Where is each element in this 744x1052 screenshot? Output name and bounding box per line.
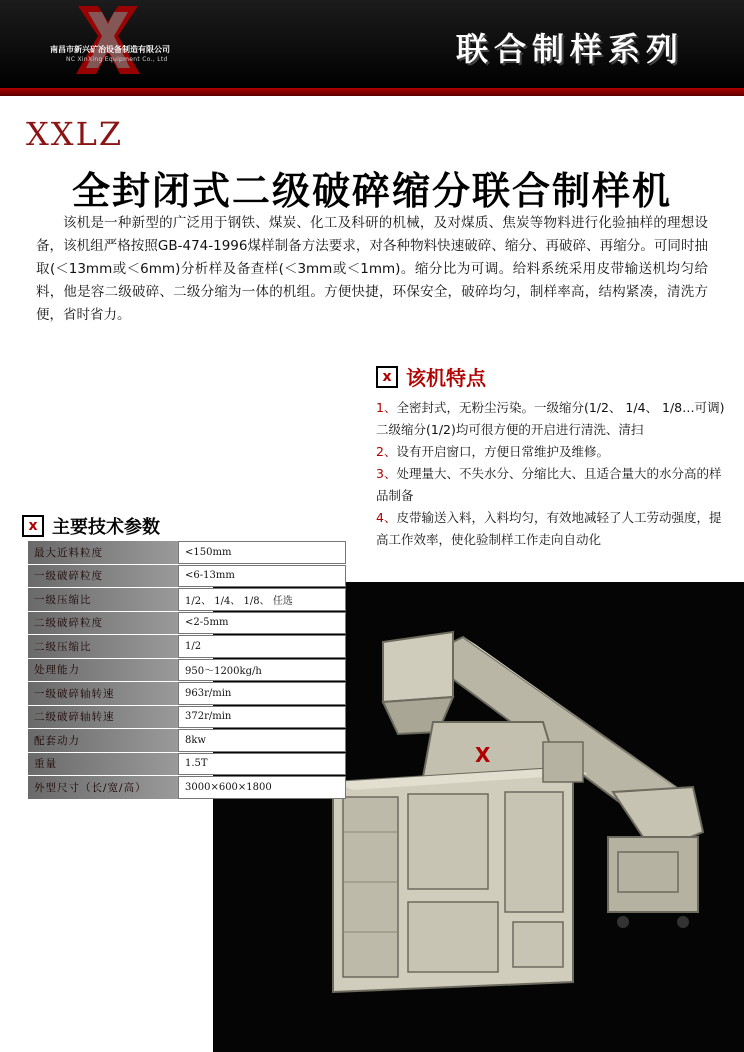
feature-number: 1、: [376, 400, 397, 415]
product-intro: 该机是一种新型的广泛用于钢铁、煤炭、化工及科研的机械，及对煤质、焦炭等物料进行化验抽样的理想设备，该机组严格按照GB-474-1996煤样制备方法要求，对各种物料快速破碎、缩分、再破碎、再缩分。可同时抽取(＜13mm或＜6mm)分析样及备查样(＜3mm或＜1mm)。缩分比为可调。给料系统采用皮带输送机均匀给料，他是容二级破碎、二级分缩为一体的机组。方便快捷，环保安全，破碎均匀，制样率高，结构紧凑，清洗方便，省时省力。: [36, 215, 708, 323]
spec-value: 3000×600×1800: [178, 776, 346, 799]
spec-value: 1/2、 1/4、 1/8、 任选: [178, 588, 346, 611]
table-row: [28, 635, 346, 658]
spec-value: <6-13mm: [178, 565, 346, 588]
table-row: [28, 541, 346, 564]
features-title: 该机特点: [406, 366, 486, 390]
specs-title: 主要技术参数: [52, 517, 160, 538]
feature-item: [376, 507, 728, 551]
spec-value: 372r/min: [178, 706, 346, 729]
spec-value: 1.5T: [178, 753, 346, 776]
feature-number: 3、: [376, 466, 397, 481]
spec-value: 950～1200kg/h: [178, 659, 346, 682]
header-red-band: [0, 88, 744, 96]
spec-label: 一级破碎轴转速: [28, 682, 178, 705]
table-row: [28, 659, 346, 682]
table-row: [28, 706, 346, 729]
spec-label: 二级压缩比: [28, 635, 178, 658]
table-row: [28, 588, 346, 611]
spec-label: 二级破碎粒度: [28, 612, 178, 635]
page-header: [0, 0, 744, 88]
series-title: 联合制样系列: [455, 30, 684, 68]
feature-item: [376, 397, 728, 441]
company-name: 南昌市新兴矿冶设备制造有限公司: [50, 45, 170, 54]
feature-text: 设有开启窗口，方便日常维护及维修。: [396, 444, 609, 459]
feature-item: [376, 463, 728, 507]
table-row: [28, 682, 346, 705]
spec-value: <150mm: [178, 541, 346, 564]
spec-value: <2-5mm: [178, 612, 346, 635]
spec-value: 8kw: [178, 729, 346, 752]
company-name-en: NC XinXing Equipment Co., Ltd: [66, 56, 168, 63]
x-box-icon: x: [22, 515, 44, 537]
company-logo-icon: [48, 2, 168, 82]
spec-label: 重量: [28, 753, 178, 776]
feature-text: 全密封式，无粉尘污染。一级缩分(1/2、 1/4、 1/8…可调)二级缩分(1/2)均可很方便的开启进行清洗、清扫: [376, 400, 725, 437]
product-title: 全封闭式二级破碎缩分联合制样机: [71, 169, 672, 213]
x-box-icon: x: [376, 366, 398, 388]
spec-label: 外型尺寸（长/宽/高）: [28, 776, 178, 799]
feature-number: 2、: [376, 444, 397, 459]
feature-number: 4、: [376, 510, 397, 525]
table-row: [28, 565, 346, 588]
spec-value: 1/2: [178, 635, 346, 658]
table-row: [28, 612, 346, 635]
spec-label: 最大近料粒度: [28, 541, 178, 564]
spec-label: 一级压缩比: [28, 588, 178, 611]
features-heading: [376, 362, 486, 391]
table-row: [28, 729, 346, 752]
spec-label: 一级破碎粒度: [28, 565, 178, 588]
spec-label: 处理能力: [28, 659, 178, 682]
table-row: [28, 753, 346, 776]
feature-text: 处理量大、不失水分、分缩比大、且适合量大的水分高的样品制备: [376, 466, 722, 503]
features-list: [376, 397, 728, 551]
table-row: [28, 776, 346, 799]
model-code: XXLZ: [26, 115, 124, 153]
spec-label: 配套动力: [28, 729, 178, 752]
svg-text:X: X: [475, 743, 491, 767]
spec-value: 963r/min: [178, 682, 346, 705]
feature-item: [376, 441, 728, 463]
spec-label: 二级破碎轴转速: [28, 706, 178, 729]
feature-text: 皮带输送入料，入料均匀，有效地减轻了人工劳动强度，提高工作效率，使化验制样工作走向自动化: [376, 510, 722, 547]
specs-heading: [22, 513, 160, 539]
specs-table: [28, 541, 346, 800]
